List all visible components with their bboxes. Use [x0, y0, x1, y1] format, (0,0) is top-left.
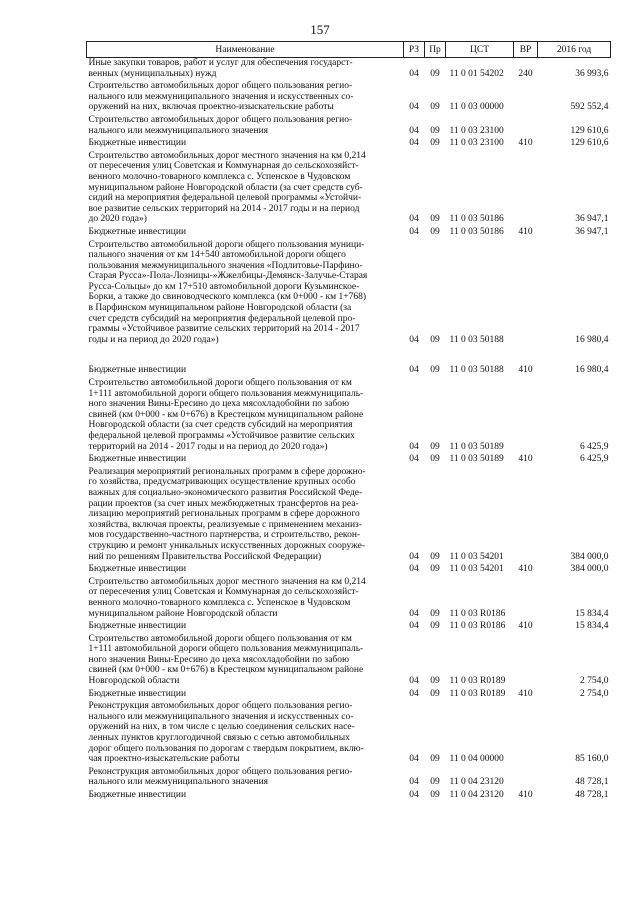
row-pr: 09 — [430, 138, 440, 149]
row-pr: 09 — [430, 102, 440, 113]
row-pr: 09 — [430, 226, 440, 237]
row-value: 48 728,1 — [575, 790, 609, 800]
row-pr: 09 — [430, 676, 440, 687]
table-row — [87, 378, 611, 454]
header-pr: Пр — [425, 42, 446, 58]
row-vr — [514, 577, 538, 621]
row-vr — [514, 151, 538, 227]
row-cst: 11 0 03 R0189 — [449, 688, 506, 699]
table-row — [87, 240, 611, 348]
row-value: 129 610,6 — [570, 125, 609, 136]
row-cst: 11 0 03 50186 — [449, 226, 504, 237]
row-name: Реконструкция автомобильных дорог общего пользования регио- нального или межмуниципального значения — [88, 766, 353, 788]
row-value: 36 947,1 — [575, 214, 609, 225]
table-row — [87, 58, 611, 82]
row-vr — [514, 634, 538, 689]
row-value: 384 000,0 — [570, 551, 609, 562]
row-vr: 410 — [518, 621, 533, 632]
row-rz: 04 — [409, 676, 419, 687]
row-value: 2 754,0 — [580, 676, 609, 687]
table-row — [87, 634, 611, 689]
row-vr — [514, 467, 538, 564]
row-cst: 11 0 03 00000 — [449, 102, 504, 113]
row-name: Строительство автомобильной дороги общего пользования от км 1+111 автомобильной дороги общего пользования межмуниципаль- ного значения Вины-Ересино до цеха мясохладобойни по забою свиней (км 0+000 - км 0+676) в Крестецком муниципальном районе Новгородской области (за счет средств субсидий на мероприятия федеральной целевой программы «Устойчивое развитие сельских территорий на 2014 - 2017 годы и на период до 2020 года») — [88, 378, 364, 452]
row-cst: 11 0 01 54202 — [449, 68, 504, 79]
row-pr: 09 — [430, 441, 440, 452]
row-vr: 410 — [518, 564, 533, 575]
row-cst: 11 0 03 50189 — [449, 454, 504, 465]
row-rz: 04 — [409, 754, 419, 765]
row-cst: 11 0 03 54201 — [449, 551, 504, 562]
row-pr: 09 — [430, 777, 440, 788]
row-name: Бюджетные инвестиции — [88, 790, 187, 800]
row-cst: 11 0 03 R0189 — [449, 676, 506, 687]
row-rz: 04 — [409, 454, 419, 465]
table-row — [87, 790, 611, 803]
table-row — [87, 767, 611, 790]
row-value: 48 728,1 — [575, 777, 609, 788]
row-vr — [514, 701, 538, 767]
row-pr: 09 — [430, 68, 440, 79]
row-rz: 04 — [409, 68, 419, 79]
row-vr: 410 — [518, 365, 533, 376]
row-value: 16 980,4 — [575, 334, 609, 345]
row-value: 384 000,0 — [570, 564, 609, 575]
row-name: Бюджетные инвестиции — [88, 564, 187, 575]
row-vr — [514, 115, 538, 138]
row-name: Бюджетные инвестиции — [88, 688, 187, 699]
row-cst: 11 0 04 23120 — [449, 790, 504, 800]
row-pr: 09 — [430, 608, 440, 619]
row-value: 129 610,6 — [570, 138, 609, 149]
row-name: Строительство автомобильных дорог общего пользования регио- нального или межмуниципального значения — [88, 114, 353, 136]
table-row — [87, 577, 611, 621]
row-name: Реализация мероприятий региональных программ в сфере дорожно- го хозяйства, предусматривающих осуществление крупных особо важных для социально-экономического развития Российской Феде- рации проектов (за счет иных межбюджетных трансфертов на реа- лизацию мероприятий региональных программ в сфере дорожного хозяйства, включая проекты, реализуемые с применением механиз- мов государственно-частного партнерства, и строительство, рекон- струкцию и ремонт уникальных искусственных дорожных сооруже- ний по решениям Правительства Российской Федерации) — [88, 466, 366, 562]
row-rz: 04 — [409, 777, 419, 788]
table-row — [87, 467, 611, 564]
row-rz: 04 — [409, 365, 419, 376]
row-value: 6 425,9 — [580, 441, 609, 452]
row-rz: 04 — [409, 608, 419, 619]
row-cst: 11 0 03 R0186 — [449, 608, 506, 619]
row-vr: 410 — [518, 688, 533, 699]
row-vr — [514, 81, 538, 115]
row-rz: 04 — [409, 621, 419, 632]
table-row — [87, 689, 611, 702]
row-name: Реконструкция автомобильных дорог общего пользования регио- нального или межмуниципального значения и искусственных со- оружений на них, в том числе с целью соединения сельских насе- ленных пунктов круглогодичной связью с сетью автомобильных дорог общего пользования по дорогам с твердым покрытием, вклю- чая проектно-изыскательские работы — [88, 701, 364, 765]
table-row — [87, 115, 611, 138]
row-vr — [514, 378, 538, 454]
row-name: Строительство автомобильной дороги общего пользования муници- пального значения от км 14+540 автомобильной дороги общего пользования межмуниципального значения «Подлитовье-Парфино- Старая Русса»-Пола-Лозницы-»Жжелбицы-Демянск-Залучье-Старая Русса-Сольцы» до км 17+510 автомобильной дороги Кузьминское- Борки, а также до свиноводческого комплекса (км 0+000 - км 1+768) в Парфинском муниципальном районе Новгородской области (за счет средств субсидий на мероприятия федеральной целевой про- граммы «Устойчивое развитие сельских территорий на 2014 - 2017 годы и на период до 2020 года») — [88, 239, 368, 345]
table-row — [87, 621, 611, 634]
row-pr: 09 — [430, 214, 440, 225]
row-rz: 04 — [409, 226, 419, 237]
table-row — [87, 701, 611, 767]
row-rz: 04 — [409, 138, 419, 149]
row-cst: 11 0 03 50186 — [449, 214, 504, 225]
row-pr: 09 — [430, 688, 440, 699]
row-cst: 11 0 04 23120 — [449, 777, 504, 788]
row-name: Бюджетные инвестиции — [88, 621, 187, 632]
row-name: Бюджетные инвестиции — [88, 365, 187, 376]
row-rz: 04 — [409, 334, 419, 345]
row-vr: 410 — [518, 138, 533, 149]
row-name: Иные закупки товаров, работ и услуг для обеспечения государст- венных (муниципальных) нужд — [88, 58, 353, 79]
row-pr: 09 — [430, 551, 440, 562]
row-pr: 09 — [430, 621, 440, 632]
row-rz: 04 — [409, 125, 419, 136]
row-rz: 04 — [409, 790, 419, 800]
table-row — [87, 138, 611, 151]
row-value: 15 834,4 — [575, 621, 609, 632]
row-name: Строительство автомобильных дорог местного значения на км 0,214 от пересечения улиц Советская и Коммунарная до сельскохозяйст- венного молочно-товарного комплекса с. Успенское в Чудовском муниципальном районе Новгородской области — [88, 576, 366, 619]
row-value: 36 947,1 — [575, 226, 609, 237]
row-rz: 04 — [409, 441, 419, 452]
row-value: 592 552,4 — [570, 102, 609, 113]
row-pr: 09 — [430, 125, 440, 136]
row-cst: 11 0 03 23100 — [449, 138, 504, 149]
row-value: 36 993,6 — [575, 68, 609, 79]
table-header-row — [87, 42, 611, 58]
row-value: 2 754,0 — [580, 688, 609, 699]
row-vr: 240 — [518, 68, 533, 79]
table-row — [87, 365, 611, 378]
row-vr — [514, 240, 538, 348]
row-vr: 410 — [518, 454, 533, 465]
row-cst: 11 0 03 50188 — [449, 365, 504, 376]
row-pr: 09 — [430, 334, 440, 345]
row-rz: 04 — [409, 102, 419, 113]
row-cst: 11 0 03 R0186 — [449, 621, 506, 632]
row-cst: 11 0 03 50189 — [449, 441, 504, 452]
row-pr: 09 — [430, 564, 440, 575]
row-rz: 04 — [409, 551, 419, 562]
table-spacer — [87, 347, 611, 365]
row-cst: 11 0 03 23100 — [449, 125, 504, 136]
row-name: Строительство автомобильных дорог местного значения на км 0,214 от пересечения улиц Советская и Коммунарная до сельскохозяйст- венного молочно-товарного комплекса с. Успенское в Чудовском муниципальном районе Новгородской области (за счет средств суб- сидий на мероприятия федеральной целевой программы «Устойчи- вое развитие сельских территорий на 2014 - 2017 годы и на период до 2020 года») — [88, 150, 366, 225]
table-row — [87, 454, 611, 467]
row-name: Строительство автомобильных дорог общего пользования регио- нального или межмуниципального значения и искусственных со- оружений на них, включая проектно-изыскательские работы — [88, 81, 354, 113]
row-cst: 11 0 04 00000 — [449, 754, 504, 765]
row-name: Бюджетные инвестиции — [88, 454, 187, 465]
header-cst: ЦСТ — [446, 42, 514, 58]
row-cst: 11 0 03 54201 — [449, 564, 504, 575]
table-row — [87, 564, 611, 577]
row-rz: 04 — [409, 564, 419, 575]
table-body — [87, 58, 611, 803]
row-rz: 04 — [409, 688, 419, 699]
row-pr: 09 — [430, 365, 440, 376]
table-row — [87, 151, 611, 227]
row-name: Бюджетные инвестиции — [88, 226, 187, 237]
page-number: 157 — [310, 22, 330, 37]
table-row — [87, 227, 611, 240]
row-vr: 410 — [518, 226, 533, 237]
row-value: 6 425,9 — [580, 454, 609, 465]
row-pr: 09 — [430, 790, 440, 800]
header-year: 2016 год — [538, 42, 611, 58]
row-vr: 410 — [518, 790, 533, 800]
header-vr: ВР — [514, 42, 538, 58]
row-name: Строительство автомобильной дороги общего пользования от км 1+111 автомобильной дороги общего пользования межмуниципаль- ного значения Вины-Ересино до цеха мясохладобойни по забою свиней (км 0+000 - км 0+676) в Крестецком муниципальном районе Новгородской области — [88, 633, 364, 687]
row-pr: 09 — [430, 454, 440, 465]
row-value: 85 160,0 — [575, 754, 609, 765]
header-rz: РЗ — [404, 42, 425, 58]
table-row — [87, 81, 611, 115]
row-cst: 11 0 03 50188 — [449, 334, 504, 345]
budget-table — [86, 41, 611, 803]
row-name: Бюджетные инвестиции — [88, 138, 187, 149]
header-name: Наименование — [87, 42, 404, 58]
row-pr: 09 — [430, 754, 440, 765]
row-value: 16 980,4 — [575, 365, 609, 376]
row-vr — [514, 767, 538, 790]
row-value: 15 834,4 — [575, 608, 609, 619]
row-rz: 04 — [409, 214, 419, 225]
